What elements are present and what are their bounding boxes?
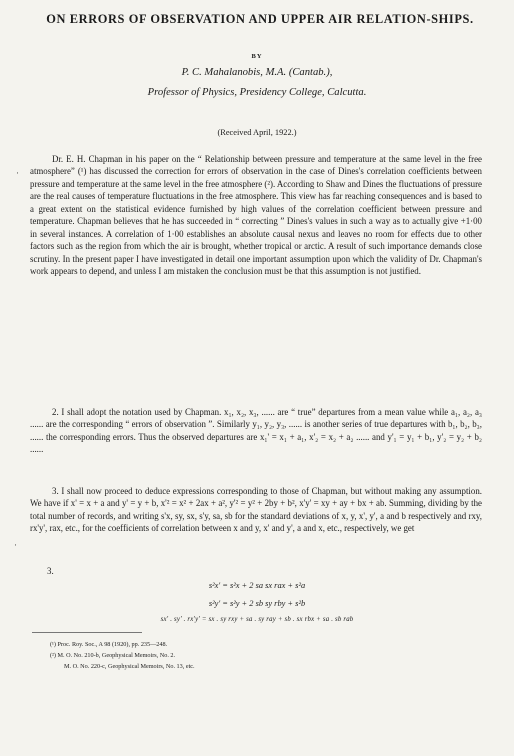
paragraph-3 — [30, 485, 482, 535]
footnote-2: (²) M. O. No. 210-b, Geophysical Memoirs, No. 2. — [50, 652, 176, 659]
margin-mark: · — [14, 540, 17, 550]
footnote-3: M. O. No. 220-c, Geophysical Memoirs, No. 13, etc. — [64, 663, 195, 670]
author-name: P. C. Mahalanobis, M.A. (Cantab.), — [181, 67, 333, 78]
paragraph-2 — [30, 406, 482, 456]
paragraph-1-text: Dr. E. H. Chapman in his paper on the “ Relationship between pressure and temperature at the same level in the free atmosphere” (¹) has discussed the correction for errors of observation in the case of Dines's correlation coefficients between pressure and temperature at the same level in the free atmosphere (²). According to Shaw and Dines the fluctuations of pressure are the real causes of temperature fluctuations in the free atmosphere. This view has far reaching consequences and is based to a great extent on the statistical evidence furnished by high values of the correlation coefficient between pressure and temperature. Chapman believes that he has succeeded in “ correcting ” Dines's values in such a way as to actually give +1·00 in several instances. A correlation of 1·00 establishes an absolute causal nexus and leaves no room for effects due to other factors such as the region from which the air is brought, whether tropical or arctic. A result of such importance demands close scrutiny. In the present paper I have investigated in detail one important assumption upon which the validity of Dr. Chapman's work appears to depend, and unless I am mistaken the conclusion must be that this assumption is not justified. — [30, 154, 482, 277]
byline-label: BY — [251, 53, 263, 60]
equation-number: 3. — [47, 566, 54, 576]
paragraph-3-text: 3. I shall now proceed to deduce expressions corresponding to those of Chapman, but without making any assumption. We have if x' = x + a and y' = y + b, x'² = x² + 2ax + a², y'² = y² + 2by + b², x'y' = xy + ay + bx + ab. Summing, dividing by the total number of records, and writing s'x, sy, sx, s'y, sa, sb for the standard deviations of x, y, x', y', a and b respectively and rxy, rx'y', rax, etc., for the coefficients of correlation between x and y, x' and y', a and x, etc., respectively, we get — [30, 486, 482, 534]
received-date: (Received April, 1922.) — [217, 128, 297, 137]
equation-2: s²y' = s²y + 2 sb sy rby + s²b — [208, 599, 306, 608]
author-affiliation: Professor of Physics, Presidency College, Calcutta. — [147, 87, 367, 98]
footnote-1: (¹) Proc. Roy. Soc., A 98 (1920), pp. 235—248. — [50, 641, 168, 648]
equation-3: sx' . sy' . rx'y' = sx . sy rxy + sa . sy ray + sb . sx rbx + sa . sb rab — [160, 616, 354, 623]
footnote-divider — [32, 632, 142, 633]
paragraph-1 — [30, 153, 482, 278]
paragraph-2-text: 2. I shall adopt the notation used by Chapman. x₁, x₂, x₃, ...... are “ true” departures from a mean value while a₁, a₂, a₃ ...... are the corresponding “ errors of observation ”. Similarly y₁, y₂, y₃, ...... is another series of true departures with b₁, b₂, b₃, ...... the corresponding errors. Thus the observed departures are x₁' = x₁ + a₁, x'₂ = x₂ + a₂ ...... and y'₁ = y₁ + b₁, y'₂ = y₂ + b₂ ...... — [30, 407, 482, 455]
page-title: ON ERRORS OF OBSERVATION AND UPPER AIR RELATION-SHIPS. — [46, 12, 474, 26]
equation-1: s²x' = s²x + 2 sa sx rax + s²a — [208, 581, 306, 590]
margin-mark: · — [16, 168, 19, 178]
